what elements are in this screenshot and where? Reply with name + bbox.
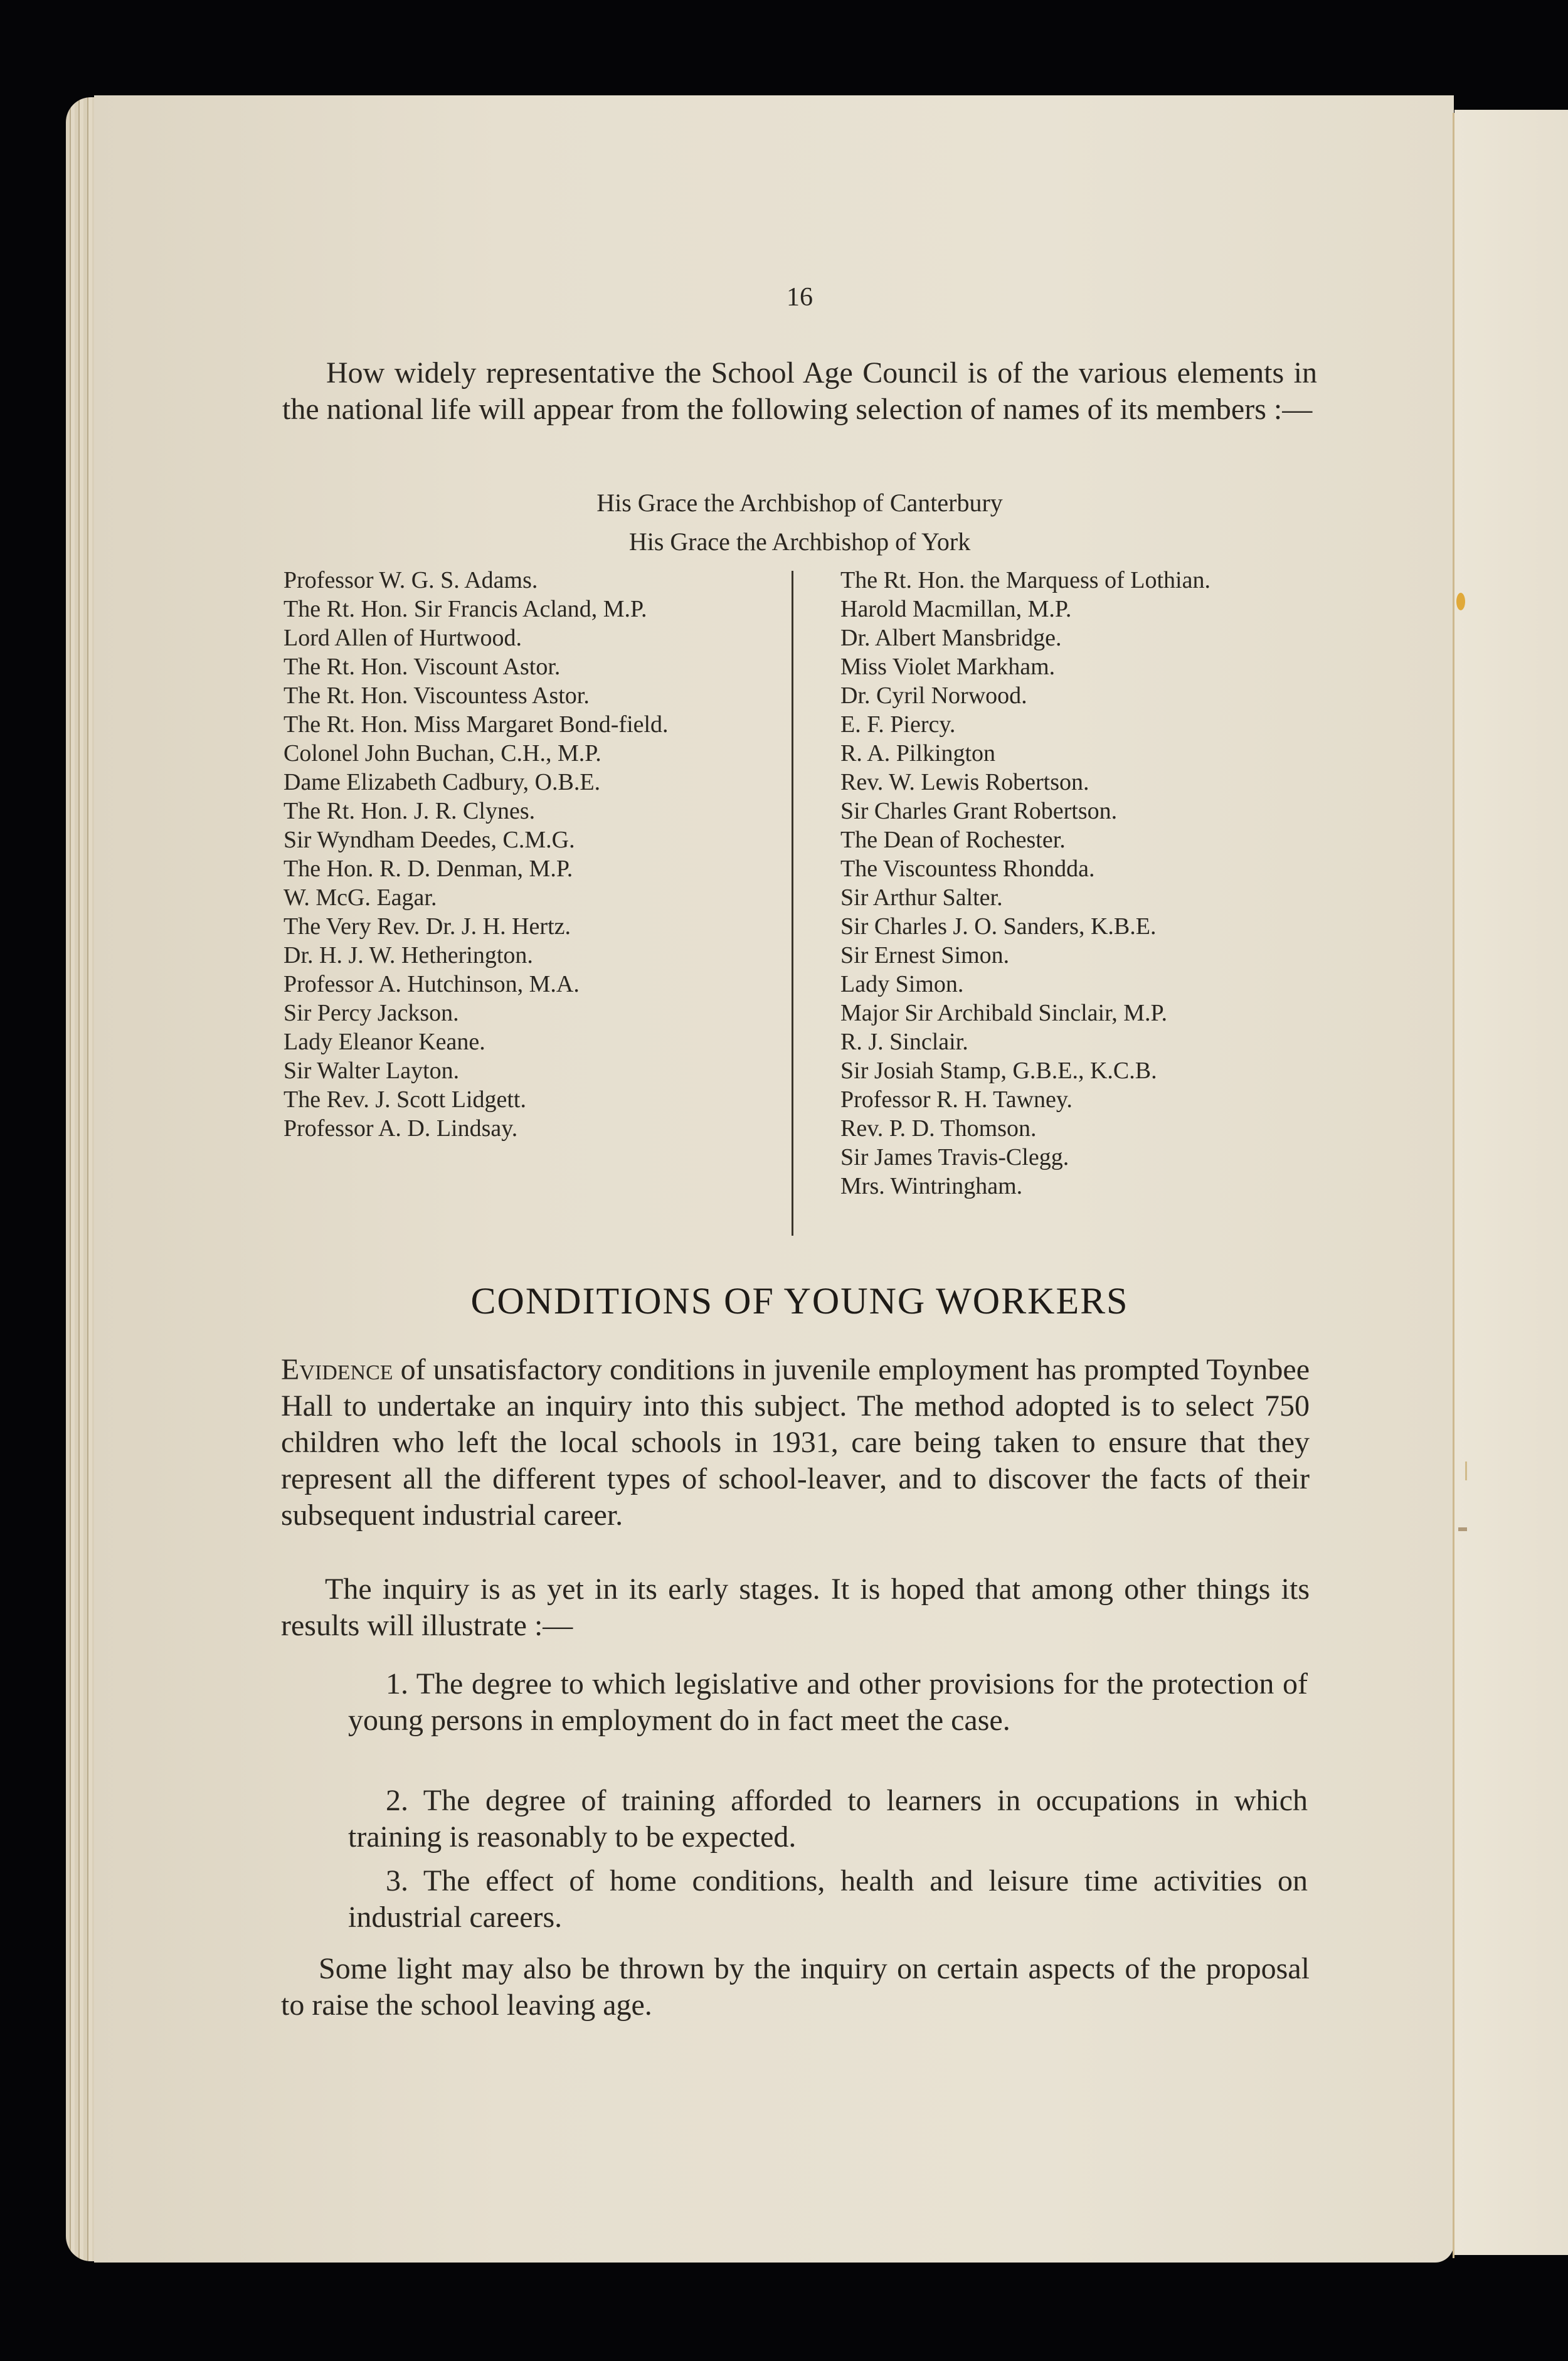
members-list-left bbox=[283, 566, 760, 1143]
member-name: The Viscountess Rhondda. bbox=[840, 856, 1095, 882]
member-name: Professor W. G. S. Adams. bbox=[283, 567, 538, 593]
member-name: The Hon. R. D. Denman, M.P. bbox=[283, 856, 573, 882]
paragraph-closing: Some light may also be thrown by the inquiry on certain aspects of the proposal to raise the school leaving age. bbox=[281, 1952, 1310, 2022]
paragraph-evidence bbox=[281, 1352, 1310, 1534]
member-name: The Very Rev. Dr. J. H. Hertz. bbox=[283, 913, 571, 940]
paragraph-inquiry: The inquiry is as yet in its early stages. It is hoped that among other things its results will illustrate :— bbox=[281, 1573, 1310, 1642]
member-name: Mrs. Wintringham. bbox=[840, 1173, 1023, 1199]
member-name: Major Sir Archibald Sinclair, M.P. bbox=[840, 1000, 1167, 1026]
member-name: Harold Macmillan, M.P. bbox=[840, 596, 1072, 622]
member-name: Sir Josiah Stamp, G.B.E., K.C.B. bbox=[840, 1058, 1157, 1084]
member-name: Lady Eleanor Keane. bbox=[283, 1029, 485, 1055]
member-name: Sir Wyndham Deedes, C.M.G. bbox=[283, 827, 575, 853]
paper-fleck bbox=[1458, 1527, 1467, 1531]
member-name: Rev. P. D. Thomson. bbox=[840, 1115, 1037, 1142]
member-name: Professor R. H. Tawney. bbox=[840, 1086, 1073, 1113]
member-name: The Rt. Hon. Viscount Astor. bbox=[283, 654, 561, 680]
member-name: Sir James Travis-Clegg. bbox=[840, 1144, 1069, 1170]
member-name: Professor A. Hutchinson, M.A. bbox=[283, 971, 580, 997]
member-name: Sir Charles Grant Robertson. bbox=[840, 798, 1118, 824]
lead-word: Evidence bbox=[281, 1353, 393, 1386]
member-name: Sir Arthur Salter. bbox=[840, 884, 1003, 911]
section-heading: CONDITIONS OF YOUNG WORKERS bbox=[470, 1280, 1129, 1322]
member-name: The Rt. Hon. Miss Margaret Bond-field. bbox=[283, 711, 669, 738]
member-name: E. F. Piercy. bbox=[840, 711, 956, 738]
member-name: The Rt. Hon. Sir Francis Acland, M.P. bbox=[283, 596, 647, 622]
member-name: R. J. Sinclair. bbox=[840, 1029, 968, 1055]
paper-fleck bbox=[1465, 1462, 1467, 1480]
paper-stain bbox=[1456, 593, 1465, 610]
member-name: Dr. Cyril Norwood. bbox=[840, 682, 1027, 709]
member-name: Sir Walter Layton. bbox=[283, 1058, 460, 1084]
member-name: R. A. Pilkington bbox=[840, 740, 996, 767]
member-name: Sir Ernest Simon. bbox=[840, 942, 1010, 968]
member-name: The Rt. Hon. J. R. Clynes. bbox=[283, 798, 536, 824]
member-name: Sir Percy Jackson. bbox=[283, 1000, 459, 1026]
numbered-point: 1. The degree to which legislative and other provisions for the protection of young persons in employment do in fact meet the case. bbox=[348, 1667, 1308, 1737]
numbered-point: 3. The effect of home conditions, health and leisure time activities on industrial careers. bbox=[348, 1864, 1308, 1934]
numbered-point: 2. The degree of training afforded to learners in occupations in which training is reasonably to be expected. bbox=[348, 1784, 1308, 1854]
book-gutter bbox=[1453, 113, 1454, 2258]
member-name: The Rt. Hon. Viscountess Astor. bbox=[283, 682, 590, 709]
archbishop-york: His Grace the Archbishop of York bbox=[628, 528, 971, 556]
member-name: W. McG. Eagar. bbox=[283, 884, 437, 911]
paragraph-evidence-text: of unsatisfactory conditions in juvenile employment has prompted Toynbee Hall to undertake an inquiry into this subject. The method adopted is to select 750 children who left the local schools in 1931, care being taken to ensure that they represent all the different types of school-leaver, and to discover the facts of their subsequent industrial career. bbox=[281, 1353, 1310, 1532]
member-name: Lord Allen of Hurtwood. bbox=[283, 625, 522, 651]
member-name: Dame Elizabeth Cadbury, O.B.E. bbox=[283, 769, 601, 795]
member-name: The Dean of Rochester. bbox=[840, 827, 1066, 853]
member-name: Lady Simon. bbox=[840, 971, 964, 997]
archbishop-canterbury: His Grace the Archbishop of Canterbury bbox=[596, 489, 1003, 517]
member-name: Professor A. D. Lindsay. bbox=[283, 1115, 518, 1142]
member-name: The Rt. Hon. the Marquess of Lothian. bbox=[840, 567, 1210, 593]
members-list-right bbox=[840, 566, 1317, 1201]
page-number: 16 bbox=[787, 283, 813, 312]
member-name: The Rev. J. Scott Lidgett. bbox=[283, 1086, 526, 1113]
member-name: Rev. W. Lewis Robertson. bbox=[840, 769, 1089, 795]
member-name: Dr. H. J. W. Hetherington. bbox=[283, 942, 533, 968]
member-name: Dr. Albert Mansbridge. bbox=[840, 625, 1062, 651]
member-name: Miss Violet Markham. bbox=[840, 654, 1056, 680]
facing-page-edge bbox=[1454, 110, 1568, 2255]
column-divider bbox=[792, 571, 793, 1236]
member-name: Sir Charles J. O. Sanders, K.B.E. bbox=[840, 913, 1157, 940]
member-name: Colonel John Buchan, C.H., M.P. bbox=[283, 740, 601, 767]
intro-paragraph: How widely representative the School Age Council is of the various elements in the national life will appear from the following selection of names of its members :— bbox=[282, 356, 1317, 426]
